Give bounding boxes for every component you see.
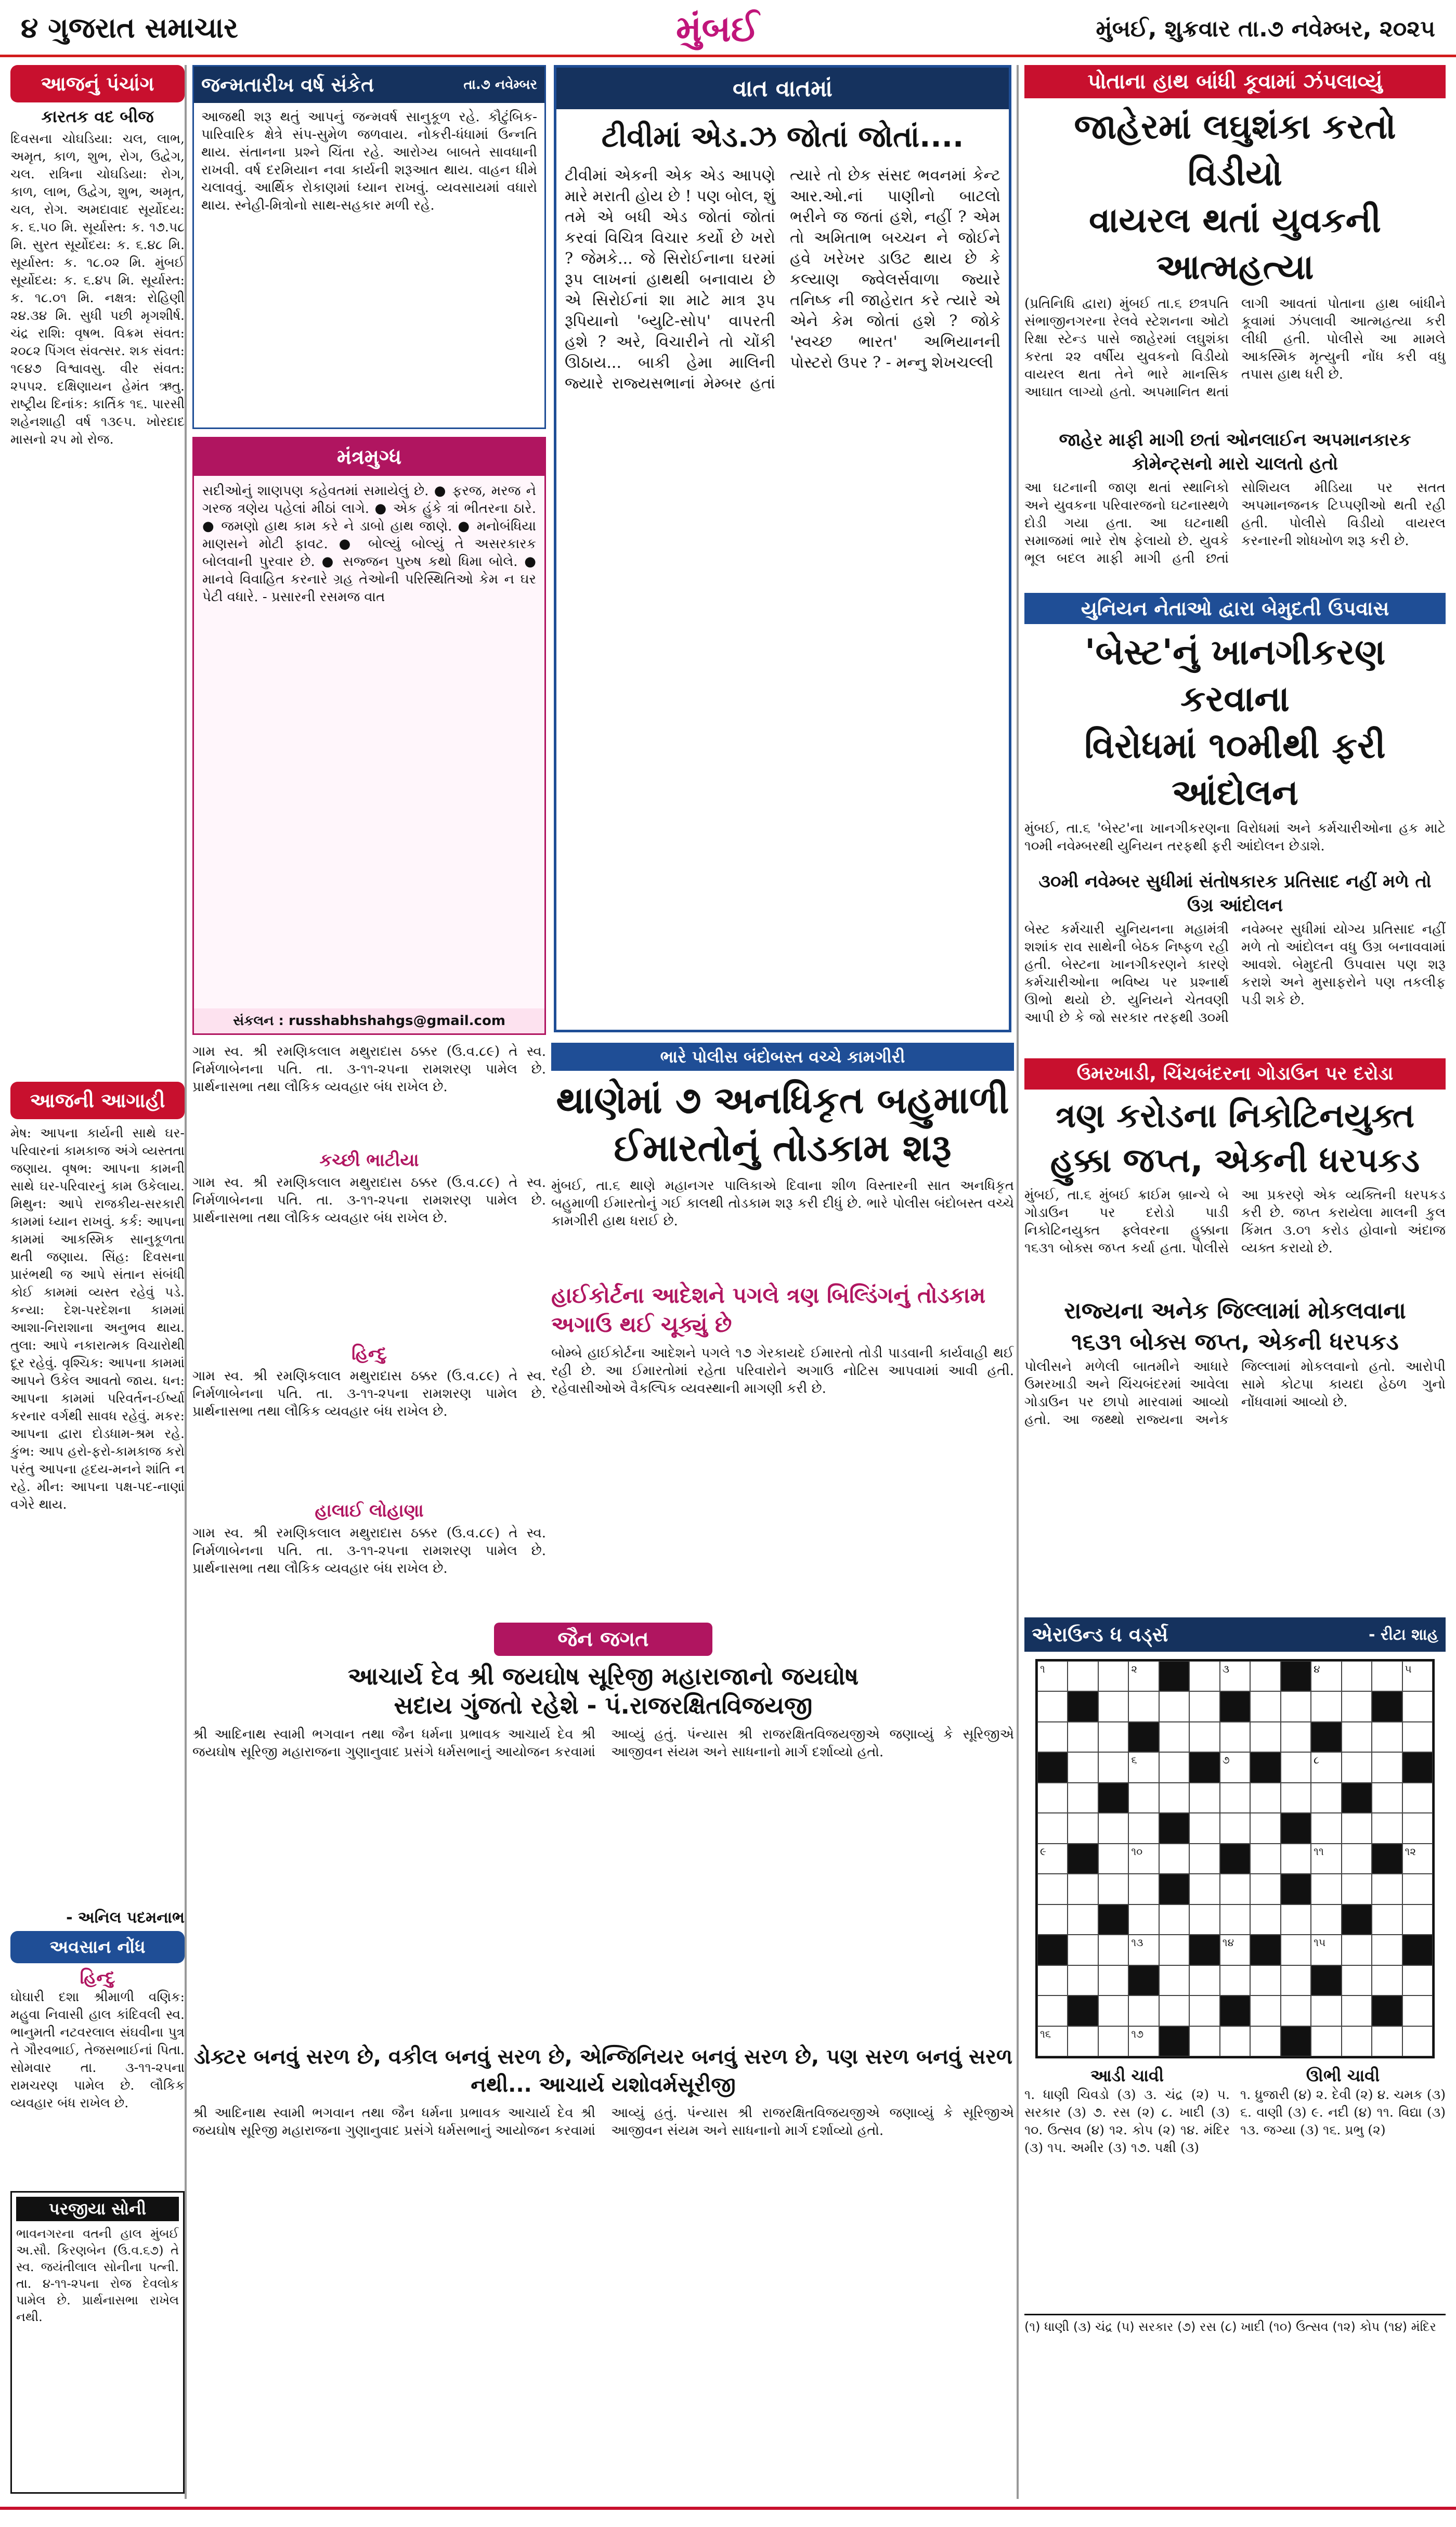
obits-col2-body-a: ગામ સ્વ. શ્રી રમણિકલાલ મથુરાદાસ ઠક્કર (ઉ.વ.૮૯) તે સ્વ. નિર્મળાબેનના પતિ. તા. ૩-૧૧-૨૫ના રામશરણ પામેલ છે. પ્રાર્થનાસભા તથા લૌકિક વ્યવહાર બંધ રાખેલ છે. [192,1044,546,1095]
crossword-cell[interactable] [1159,1752,1189,1782]
crossword-cell [1068,1844,1098,1874]
issue-date: મુંબઈ, શુક્રવાર તા.૭ નવેમ્બર, ૨૦૨૫ [1096,16,1435,42]
crossword-cell[interactable] [1250,1661,1280,1691]
crossword-cell [1281,2026,1311,2056]
crossword-cell[interactable] [1037,1874,1068,1904]
crossword-cell [1220,1844,1250,1874]
vaatvaat-title: વાત વાતમાં [733,75,833,102]
obituary-body: ઘોઘારી દશા શ્રીમાળી વણિક: મહુવા નિવાસી હાલ કાંદિવલી સ્વ. ભાનુમતી નટવરલાલ સંઘવીના પુત્ર તે ગૌરવભાઈ, તેજસભાઈનાં પિતા. સોમવાર તા. ૩-૧૧-૨૫ના રામચરણ પામેલ છે. લૌકિક વ્યવહાર બંધ રાખેલ છે. [10,1989,185,2110]
crossword-grid[interactable] [1035,1659,1435,2058]
crossword-cell[interactable] [1402,2026,1433,2056]
crossword-number: ૭ [1222,1754,1230,1767]
crossword-cell[interactable] [1311,1661,1341,1691]
crossword-cell[interactable] [1189,1874,1219,1904]
crossword-cell[interactable] [1281,1752,1311,1782]
crossword-number: ૧૪ [1222,1936,1234,1949]
crossword-cell[interactable] [1128,1904,1159,1935]
crossword-cell[interactable] [1372,1904,1402,1935]
crossword-cell[interactable] [1250,1844,1280,1874]
obituary-title: અવસાન નોંધ [10,1931,185,1963]
crossword-cell [1402,1752,1433,1782]
crossword-cell[interactable] [1372,1813,1402,1843]
vaatvaat-headline: ટીવીમાં એડ.ઝ જોતાં જોતાં.... [601,120,964,154]
thane-story [551,1043,1014,1615]
crossword-author: - રીટા શાહ [1368,1625,1438,1644]
crossword-cell[interactable] [1342,2026,1372,2056]
crossword-cell [1250,1752,1280,1782]
birthday-body: આજથી શરૂ થતું આપનું જન્મવર્ષ સાનુકૂળ રહે. કૌટુંબિક-પારિવારિક ક્ષેત્રે સંપ-સુમેળ જળવાય. નોકરી-ધંધામાં ઉન્નતિ થાય. સંતાનના પ્રશ્ને ચિંતા રહે. આરોગ્ય બાબતે સાવધાની રાખવી. વર્ષ દરમિયાન નવા કાર્યની શરૂઆત થાય. વાહન ધીમે ચલાવવું. આર્થિક રોકાણમાં ધ્યાન રાખવું. વ્યવસાયમાં વધારો થાય. સ્નેહી-મિત્રોનો સાથ-સહકાર મળી રહે. [201,109,537,213]
crossword-cell[interactable] [1402,1844,1433,1874]
crossword-cell[interactable] [1159,1783,1189,1813]
crossword-cell[interactable] [1128,1813,1159,1843]
crossword-cell[interactable] [1189,1783,1219,1813]
crossword-cell[interactable] [1342,1691,1372,1721]
crossword-cell[interactable] [1250,1874,1280,1904]
crossword-cell[interactable] [1250,1783,1280,1813]
vaatvaat-box [554,65,1011,1032]
crossword-cell[interactable] [1068,1752,1098,1782]
main-kicker: પોતાના હાથ બાંધી કૂવામાં ઝંપલાવ્યું [1024,65,1446,98]
main-headline-2: વાયરલ થતાં યુવકની આત્મહત્યા [1089,200,1381,287]
crossword-number: ૫ [1405,1663,1412,1675]
best-headline-2: વિરોધમાં ૧૦મીથી ફરી આંદોલન [1084,725,1386,813]
birthday-title: જન્મતારીખ વર્ષ સંકેત [201,73,374,96]
crossword-cell[interactable] [1098,1813,1128,1843]
crossword-cell[interactable] [1250,1904,1280,1935]
main-headline-1: જાહેરમાં લઘુશંકા કરતો વિડીયો [1074,107,1396,193]
crossword-cell [1220,1995,1250,2026]
crossword-number: ૨ [1131,1663,1138,1675]
crossword-cell[interactable] [1220,1783,1250,1813]
crossword-number: ૮ [1314,1754,1320,1767]
crossword-cell[interactable] [1037,1722,1068,1752]
crossword-cell[interactable] [1281,1722,1311,1752]
crossword-cell[interactable] [1159,1904,1189,1935]
crossword-cell[interactable] [1098,1722,1128,1752]
crossword-cell[interactable] [1220,2026,1250,2056]
down-title: ઊભી ચાવી [1306,2066,1380,2085]
crossword-cell[interactable] [1342,1874,1372,1904]
crossword-cell[interactable] [1037,1661,1068,1691]
crossword-cell [1372,1995,1402,2026]
obit-halai-lohana: હાલાઈ લોહાણા [315,1500,424,1521]
crossword-cell[interactable] [1037,1904,1068,1935]
crossword-cell[interactable] [1220,1752,1250,1782]
crossword-cell[interactable] [1098,1691,1128,1721]
crossword-cell [1189,1935,1219,1965]
thane-body: બોમ્બે હાઈકોર્ટના આદેશને પગલે ૧૭ ગેરકાયદે ઈમારતો તોડી પાડવાની કાર્યવાહી થઈ રહી છે. આ ઈમારતોમાં રહેતા પરિવારોને અગાઉ નોટિસ આપવામાં આવી હતી. રહેવાસીઓએ વૈકલ્પિક વ્યવસ્થાની માગણી કરી છે. [551,1345,1014,1396]
crossword-cell[interactable] [1250,1691,1280,1721]
crossword-cell [1098,1783,1128,1813]
aagahi-title: આજની આગાહી [10,1082,185,1119]
crossword-cell[interactable] [1342,1661,1372,1691]
crossword-cell[interactable] [1402,1965,1433,1995]
crossword-number: ૯ [1040,1845,1046,1858]
crossword-number: ૧૬ [1040,2027,1051,2040]
crossword-cell[interactable] [1128,1661,1159,1691]
crossword-cell[interactable] [1311,2026,1341,2056]
best-body: બેસ્ટ કર્મચારી યુનિયનના મહામંત્રી શશાંક રાવ સાથેની બેઠક નિષ્ફળ રહી હતી. બેસ્ટના ખાનગીકરણને કારણે કર્મચારીઓના ભવિષ્ય પર પ્રશ્નાર્થ ઊભો થયો છે. યુનિયને ચેતવણી આપી છે કે જો સરકાર તરફથી ૩૦મી નવેમ્બર સુધીમાં યોગ્ય પ્રતિસાદ નહીં મળે તો આંદોલન વધુ ઉગ્ર બનાવવામાં આવશે. બેમુદતી ઉપવાસ પણ શરૂ કરાશે અને મુસાફરોને પણ તકલીફ પડી શકે છે. [1024,922,1446,1026]
best-intro: મુંબઈ, તા.૬ 'બેસ્ટ'ના ખાનગીકરણના વિરોધમાં અને કર્મચારીઓના હક માટે ૧૦મી નવેમ્બરથી યુનિયન તરફથી ફરી આંદોલન છેડાશે. [1024,821,1446,854]
crossword-cell[interactable] [1342,1935,1372,1965]
crossword-cell[interactable] [1037,1965,1068,1995]
crossword-cell[interactable] [1159,1691,1189,1721]
crossword-cell[interactable] [1220,1904,1250,1935]
crossword-cell[interactable] [1098,1935,1128,1965]
crossword-cell[interactable] [1250,1995,1280,2026]
crossword-number: ૬ [1131,1754,1137,1767]
crossword-cell[interactable] [1220,1965,1250,1995]
crossword-cell[interactable] [1311,1813,1341,1843]
crossword-cell [1220,1691,1250,1721]
mantra-title: મંત્રમુગ્ધ [336,445,402,469]
obituary-section: હિન્દુ [80,1967,115,1988]
crossword-cell[interactable] [1128,2026,1159,2056]
crossword-cell[interactable] [1342,1995,1372,2026]
crossword-cell[interactable] [1159,1844,1189,1874]
obits-col2-body-c: ગામ સ્વ. શ્રી રમણિકલાલ મથુરાદાસ ઠક્કર (ઉ.વ.૮૯) તે સ્વ. નિર્મળાબેનના પતિ. તા. ૩-૧૧-૨૫ના રામશરણ પામેલ છે. પ્રાર્થનાસભા તથા લૌકિક વ્યવહાર બંધ રાખેલ છે. [192,1368,546,1419]
jain-body-2: શ્રી આદિનાથ સ્વામી ભગવાન તથા જૈન ધર્મના પ્રભાવક આચાર્ય દેવ શ્રી જયઘોષ સૂરિજી મહારાજના ગુણાનુવાદ પ્રસંગે ધર્મસભાનું આયોજન કરવામાં આવ્યું હતું. પંન્યાસ શ્રી રાજરક્ષિતવિજયજીએ જણાવ્યું કે સૂરિજીએ આજીવન સંયમ અને સાધનાનો માર્ગ દર્શાવ્યો હતો. [192,2105,1014,2139]
crossword-cell [1159,1813,1189,1843]
crossword-cell [1098,1904,1128,1935]
crossword-cell[interactable] [1281,1965,1311,1995]
jain-headline-2: સદાય ગુંજતો રહેશે - પં.રાજરક્ષિતવિજયજી [394,1691,813,1719]
crossword-cell[interactable] [1098,2026,1128,2056]
crossword-number: ૧૧ [1314,1845,1324,1858]
jain-body: શ્રી આદિનાથ સ્વામી ભગવાન તથા જૈન ધર્મના પ્રભાવક આચાર્ય દેવ શ્રી જયઘોષ સૂરિજી મહારાજના ગુણાનુવાદ પ્રસંગે ધર્મસભાનું આયોજન કરવામાં આવ્યું હતું. પંન્યાસ શ્રી રાજરક્ષિતવિજયજીએ જણાવ્યું કે સૂરિજીએ આજીવન સંયમ અને સાધનાનો માર્ગ દર્શાવ્યો હતો. [192,1727,1014,1760]
crossword-cell[interactable] [1281,1691,1311,1721]
main-subhead: જાહેર માફી માગી છતાં ઓનલાઈન અપમાનકારક કોમેન્ટ્સનો મારો ચાલતો હતો [1059,430,1411,474]
crossword-cell[interactable] [1128,1691,1159,1721]
crossword-cell[interactable] [1189,1904,1219,1935]
crossword-cell [1128,1965,1159,1995]
crossword-number: ૧૭ [1131,2027,1144,2040]
prajapati-body: ભાવનગરના વતની હાલ મુંબઈ અ.સૌ. કિરણબેન (ઉ.વ.૬૭) તે સ્વ. જયંતીલાલ સોનીના પત્ની. તા. ૪-૧૧-૨૫ના રોજ દેવલોક પામેલ છે. પ્રાર્થનાસભા રાખેલ નથી. [16,2226,179,2324]
crossword-cell[interactable] [1311,1691,1341,1721]
thane-headline-1: થાણેમાં ૭ અનધિકૃત બહુમાળી [556,1078,1009,1122]
crossword-cell[interactable] [1068,1783,1098,1813]
birthday-date: તા.૭ નવેમ્બર [463,76,537,93]
main-body: (પ્રતિનિધિ દ્વારા) મુંબઈ તા.૬ છત્રપતિ સંભાજીનગરના રેલવે સ્ટેશનના ઓટો રિક્ષા સ્ટેન્ડ પાસે જાહેરમાં લઘુશંકા કરતા ૨૨ વર્ષીય યુવકનો વિડીયો વાયરલ થતા તેને ભારે માનસિક આઘાત લાગ્યો હતો. અપમાનિત થતાં લાગી આવતાં પોતાના હાથ બાંધીને કૂવામાં ઝંપલાવી આત્મહત્યા કરી લીધી હતી. પોલીસે આ મામલે આકસ્મિક મૃત્યુની નોંધ કરી વધુ તપાસ હાથ ધરી છે. [1024,296,1446,400]
vaatvaat-body: ટીવીમાં એકની એક એડ આપણે મારે મરાતી હોય છે ! પણ બોલ, શું તમે એ બધી એડ જોતાં જોતાં કરવાં વિચિત્ર વિચાર કર્યો છે ખરો ? જેમકે... જે સિરોઈનાના ઘરમાં રૂપ લાખનાં હાથથી બનાવાય છે એ સિરોઈનાં શા માટે માત્ર રૂપ રૂપિયાનો 'બ્યુટિ-સોપ' વાપરતી હશે ? અરે, વિચારીને તો ચોંકી ઊઠાય... બાકી હેમા માલિની જ્યારે રાજ્યસભાનાં મેમ્બર હતાં ત્યારે તો છેક સંસદ ભવનમાં કેન્ટ આર.ઓ.નાં પાણીનો બાટલો ભરીને જ જતાં હશે, નહીં ? એમ તો અમિતાભ બચ્ચન ને જોઈને હવે ખરેખર ડાઉટ થાય છે કે કલ્યાણ જ્વેલર્સવાળા જ્યારે તનિષ્ક ની જાહેરાત કરે ત્યારે એ એને કેમ જોતાં હશે ? જોકે 'સ્વચ્છ ભારત' અભિયાનની પોસ્ટરો ઉપર ? - મન્નુ શેખચલ્લી [565,166,1000,393]
crossword-cell[interactable] [1220,1661,1250,1691]
crossword-number: ૧૫ [1314,1936,1326,1949]
crossword-cell[interactable] [1037,1813,1068,1843]
crossword-cell[interactable] [1128,1783,1159,1813]
page-number: ૪ ગુજરાત સમાચાર [21,11,238,44]
crossword-cell[interactable] [1281,1783,1311,1813]
crossword-cell [1250,1935,1280,1965]
crossword-cell[interactable] [1220,1935,1250,1965]
crossword-cell[interactable] [1037,1995,1068,2026]
crossword-cell[interactable] [1189,2026,1219,2056]
jain-head3: ડોક્ટર બનવું સરળ છે, વકીલ બનવું સરળ છે, એન્જિનિયર બનવું સરળ છે, પણ સરળ બનવું સરળ નથી... આચાર્ય યશોવર્મસૂરીજી [193,2045,1013,2097]
crossword-cell [1037,1935,1068,1965]
crossword-cell [1311,1965,1341,1995]
crossword-cell[interactable] [1128,1995,1159,2026]
crossword-cell [1342,1783,1372,1813]
crossword-cell [1159,2026,1189,2056]
best-subhead: ૩૦મી નવેમ્બર સુધીમાં સંતોષકારક પ્રતિસાદ નહીં મળે તો ઉગ્ર આંદોલન [1038,871,1432,916]
prajapati-title: પરજીયા સોની [16,2197,179,2221]
crossword-box [1024,1617,1446,2496]
down-list: ૧. ધ્રુજારી (૪) ૨. દેવી (૨) ૪. ચમક (૩) ૬. વાણી (૩) ૯. નદી (૪) ૧૧. વિદ્યા (૩) ૧૩. જગ્યા (૩) ૧૬. પ્રભુ (૨) [1240,2087,1446,2137]
obit-kutchi-bhatia: કચ્છી ભાટીયા [319,1150,419,1171]
mantra-body: સદીઓનું શાણપણ કહેવતમાં સમાયેલું છે. ● ફરજ, મરજ ને ગરજ ત્રણેય પહેલાં મીઠાં લાગે. ● એક હુંકે ત્રાં ભીતરના ઠારે. ● જમણો હાથ કામ કરે ને ડાબો હાથ જાણે. ● મનોબંધિયા માણસને મોટી ફાવટ. ● બોલ્યું બોલ્યું તે અસરકારક બોલવાની પુરવાર છે. ● સજ્જન પુરુષ કથો ધિમા બોલે. ● માનવે વિવાહિત કરનારે ગ્રહ તેઓની પરિસ્થિતિઓ કેમ ન ઘર પેટી વધારે. - પ્રસારની રસમજ વાત [202,483,536,605]
crossword-cell[interactable] [1220,1722,1250,1752]
thane-subhead: હાઈકોર્ટના આદેશને પગલે ત્રણ બિલ્ડિંગનું તોડકામ અગાઉ થઈ ચૂક્યું છે [551,1282,986,1337]
crossword-cell[interactable] [1372,1661,1402,1691]
crossword-cell [1159,1874,1189,1904]
crossword-cell[interactable] [1189,1661,1219,1691]
crossword-number: ૪ [1314,1663,1320,1675]
crossword-cell[interactable] [1402,1661,1433,1691]
crossword-cell[interactable] [1068,1722,1098,1752]
crossword-cell[interactable] [1037,1844,1068,1874]
crossword-number: ૧૩ [1131,1936,1143,1949]
crossword-cell[interactable] [1098,1874,1128,1904]
aagahi-author: - અનિલ પદમનાભ [66,1909,185,1927]
crossword-cell[interactable] [1402,1904,1433,1935]
crossword-answers: (૧) ધાણી (૩) ચંદ્ર (૫) સરકાર (૭) રસ (૮) ખાદી (૧૦) ઉત્સવ (૧૨) કોપ (૧૪) મંદિર [1024,2314,1446,2407]
crossword-cell[interactable] [1189,1965,1219,1995]
mantra-box [192,437,546,1035]
col-divider [185,65,187,2499]
crossword-cell[interactable] [1250,1813,1280,1843]
thane-headline-2: ઈમારતોનું તોડકામ શરૂ [614,1126,952,1170]
crossword-cell [1402,1935,1433,1965]
crossword-cell[interactable] [1159,1935,1189,1965]
crossword-cell[interactable] [1159,1722,1189,1752]
crossword-number: ૧૨ [1405,1845,1416,1858]
crossword-cell[interactable] [1372,1752,1402,1782]
across-clues [1024,2066,1230,2310]
crossword-cell[interactable] [1342,1844,1372,1874]
panchang-tithi: કારતક વદ બીજ [41,107,154,126]
crossword-cell[interactable] [1402,1813,1433,1843]
col-divider-2 [1017,65,1019,2499]
best-kicker: યુનિયન નેતાઓ દ્વારા બેમુદતી ઉપવાસ [1024,593,1446,624]
crossword-cell[interactable] [1128,1752,1159,1782]
panchang-title: આજનું પંચાંગ [10,65,185,102]
section-city: મુંબઈ [676,7,759,50]
crossword-cell[interactable] [1098,1965,1128,1995]
crossword-cell [1311,1722,1341,1752]
crossword-number: ૧ [1040,1663,1045,1675]
panchang-body: દિવસના ચોઘડિયા: ચલ, લાભ, અમૃત, કાળ, શુભ, રોગ, ઉદ્વેગ, ચલ. રાત્રિના ચોઘડિયા: રોગ, કાળ, લાભ, ઉદ્વેગ, શુભ, અમૃત, ચલ, રોગ. અમદાવાદ સૂર્યોદય: ક. ૬.૫૦ મિ. સૂર્યાસ્ત: ક. ૧૭.૫૮ મિ. સુરત સૂર્યોદય: ક. ૬.૪૮ મિ. સૂર્યાસ્ત: ક. ૧૮.૦૨ મિ. મુંબઈ સૂર્યોદય: ક. ૬.૪૫ મિ. સૂર્યાસ્ત: ક. ૧૮.૦૧ મિ. નક્ષત્ર: રોહિણી ૨૪.૩૪ મિ. સુધી પછી મૃગશીર્ષ. ચંદ્ર રાશિ: વૃષભ. વિક્રમ સંવત: ૨૦૮૨ પિંગલ સંવત્સર. શક સંવત: ૧૯૪૭ વિશ્વાવસુ. વીર સંવત: ૨૫૫૨. દક્ષિણાયન હેમંત ઋતુ. રાષ્ટ્રીય દિનાંક: કાર્તિક ૧૬. પારસી શહેનશાહી વર્ષ ૧૩૯૫. ખોરદાદ માસનો ૨૫ મો રોજ. [10,131,185,447]
birthday-box [192,65,546,429]
crossword-cell[interactable] [1372,2026,1402,2056]
crossword-cell[interactable] [1037,2026,1068,2056]
crossword-cell [1159,1661,1189,1691]
crossword-cell[interactable] [1311,1844,1341,1874]
crossword-cell [1281,1874,1311,1904]
crossword-cell[interactable] [1189,1722,1219,1752]
crossword-cell [1372,1691,1402,1721]
crossword-cell[interactable] [1068,1965,1098,1995]
main-story [1024,65,1446,585]
crossword-cell[interactable] [1372,1874,1402,1904]
crossword-cell [1189,1752,1219,1782]
crossword-cell[interactable] [1068,1661,1098,1691]
crossword-cell[interactable] [1402,1691,1433,1721]
crossword-cell[interactable] [1037,1691,1068,1721]
crossword-cell[interactable] [1068,1813,1098,1843]
hookah-body: મુંબઈ, તા.૬ મુંબઈ ક્રાઈમ બ્રાન્ચે બે ગોડાઉન પર દરોડો પાડી નિકોટિનયુક્ત ફ્લેવરના હુક્કાના ૧૬૩૧ બોક્સ જપ્ત કર્યા હતા. પોલીસે આ પ્રકરણે એક વ્યક્તિની ધરપકડ કરી છે. જપ્ત કરાયેલા માલની કુલ કિંમત ૩.૦૧ કરોડ હોવાનો અંદાજ વ્યક્ત કરાયો છે. [1024,1187,1446,1256]
down-clues [1240,2066,1446,2310]
crossword-cell[interactable] [1128,1874,1159,1904]
crossword-clues [1024,2066,1446,2310]
crossword-cell[interactable] [1220,1813,1250,1843]
crossword-cell [1281,1661,1311,1691]
masthead [0,0,1456,57]
jain-jagat-title: જૈન જગત [494,1623,712,1656]
crossword-cell [1372,1844,1402,1874]
crossword-cell[interactable] [1311,1783,1341,1813]
crossword-cell[interactable] [1311,1995,1341,2026]
crossword-header [1024,1617,1446,1652]
crossword-cell[interactable] [1068,2026,1098,2056]
crossword-cell[interactable] [1159,1965,1189,1995]
crossword-cell[interactable] [1189,1844,1219,1874]
obits-col2 [192,1043,546,1615]
crossword-cell[interactable] [1098,1661,1128,1691]
jain-jagat [192,1623,1014,2496]
crossword-cell [1342,1904,1372,1935]
crossword-cell[interactable] [1281,1995,1311,2026]
hookah-subhead: રાજ્યના અનેક જિલ્લામાં મોકલવાના [1064,1298,1406,1324]
across-title: આડી ચાવી [1090,2066,1164,2085]
obits-col2-body-b: ગામ સ્વ. શ્રી રમણિકલાલ મથુરાદાસ ઠક્કર (ઉ.વ.૮૯) તે સ્વ. નિર્મળાબેનના પતિ. તા. ૩-૧૧-૨૫ના રામશરણ પામેલ છે. પ્રાર્થનાસભા તથા લૌકિક વ્યવહાર બંધ રાખેલ છે. [192,1175,546,1226]
hookah-subhead-2: ૧૬૩૧ બોક્સ જપ્ત, એકની ધરપકડ [1071,1329,1399,1355]
crossword-cell[interactable] [1402,1995,1433,2026]
crossword-cell[interactable] [1281,1935,1311,1965]
crossword-cell[interactable] [1128,1844,1159,1874]
vaatvaat-header [556,68,1009,109]
thane-kicker: ભારે પોલીસ બંદોબસ્ત વચ્ચે કામગીરી [551,1043,1014,1071]
crossword-cell[interactable] [1372,1935,1402,1965]
contact-line: સંકલન : russhabhshahgs@gmail.com [194,1008,544,1033]
hookah-story [1024,1058,1446,1610]
main-body-2: આ ઘટનાની જાણ થતાં સ્થાનિકો અને યુવકના પરિવારજનો ઘટનાસ્થળે દોડી ગયા હતા. આ ઘટનાથી સમાજમાં ભારે રોષ ફેલાયો છે. યુવકે ભૂલ બદલ માફી માગી હતી છતાં સોશિયલ મીડિયા પર સતત અપમાનજનક ટિપ્પણીઓ થતી રહી હતી. પોલીસે વિડીયો વાયરલ કરનારની શોધખોળ શરૂ કરી છે. [1024,480,1446,566]
crossword-cell[interactable] [1189,1813,1219,1843]
left-column [10,65,185,2499]
crossword-cell[interactable] [1068,1874,1098,1904]
hookah-body-2: પોલીસને મળેલી બાતમીને આધારે ઉમરખાડી અને ચિંચબંદરમાં આવેલા ગોડાઉન પર છાપો મારવામાં આવ્યો હતો. આ જથ્થો રાજ્યના અનેક જિલ્લામાં મોકલવાનો હતો. આરોપી સામે કોટપા કાયદા હેઠળ ગુનો નોંધવામાં આવ્યો છે. [1024,1359,1446,1428]
crossword-cell[interactable] [1037,1783,1068,1813]
crossword-cell[interactable] [1342,1722,1372,1752]
crossword-cell[interactable] [1342,1813,1372,1843]
jain-headline-1: આચાર્ય દેવ શ્રી જયઘોષ સૂરિજી મહારાજાનો જયઘોષ [347,1662,859,1690]
crossword-cell[interactable] [1311,1935,1341,1965]
obits-col2-body-d: ગામ સ્વ. શ્રી રમણિકલાલ મથુરાદાસ ઠક્કર (ઉ.વ.૮૯) તે સ્વ. નિર્મળાબેનના પતિ. તા. ૩-૧૧-૨૫ના રામશરણ પામેલ છે. પ્રાર્થનાસભા તથા લૌકિક વ્યવહાર બંધ રાખેલ છે. [192,1525,546,1576]
best-headline-1: 'બેસ્ટ'નું ખાનગીકરણ કરવાના [1084,632,1386,720]
crossword-cell [1128,1722,1159,1752]
crossword-cell[interactable] [1402,1874,1433,1904]
crossword-cell[interactable] [1311,1904,1341,1935]
crossword-cell[interactable] [1402,1722,1433,1752]
prajapati-ad [10,2191,185,2494]
crossword-cell [1068,1691,1098,1721]
crossword-cell [1037,1752,1068,1782]
crossword-cell[interactable] [1342,1752,1372,1782]
thane-intro: મુંબઈ, તા.૬ થાણે મહાનગર પાલિકાએ દિવાના શીળ વિસ્તારની સાત અનધિકૃત બહુમાળી ઈમારતોનું ગઈ કાલથી તોડકામ શરૂ કરી દીધું છે. ભારે પોલીસ બંદોબસ્ત વચ્ચે કામગીરી હાથ ધરાઈ છે. [551,1178,1014,1229]
crossword-cell[interactable] [1311,1874,1341,1904]
crossword-cell[interactable] [1311,1752,1341,1782]
crossword-cell[interactable] [1372,1965,1402,1995]
crossword-cell[interactable] [1250,1722,1280,1752]
obit-hindu: હિન્દુ [352,1343,387,1364]
crossword-cell [1281,1813,1311,1843]
crossword-cell[interactable] [1372,1722,1402,1752]
crossword-cell[interactable] [1098,1844,1128,1874]
crossword-cell[interactable] [1159,1995,1189,2026]
crossword-number: ૩ [1222,1663,1230,1675]
crossword-cell[interactable] [1372,1783,1402,1813]
crossword-cell[interactable] [1068,1904,1098,1935]
crossword-cell[interactable] [1189,1691,1219,1721]
crossword-cell[interactable] [1250,1965,1280,1995]
aagahi-body: મેષ: આપના કાર્યની સાથે ઘર-પરિવારનાં કામકાજ અંગે વ્યસ્તતા જણાય. વૃષભ: આપના કામની સાથે ઘર-પરિવારનું કામ ઉકેલાય. મિથુન: આપે રાજકીય-સરકારી કામમાં ધ્યાન રાખવું. કર્ક: આપના કામમાં આકસ્મિક સાનુકૂળતા થતી જણાય. સિંહ: દિવસના પ્રારંભથી જ આપે સંતાન સંબંધી કોઈ કામમાં વ્યસ્ત રહેવું પડે. કન્યા: દેશ-પરદેશના કામમાં આશા-નિરાશાના અનુભવ થાય. તુલા: આપે નકારાત્મક વિચારોથી દૂર રહેવું. વૃશ્ચિક: આપના કામમાં આપને ઉકેલ આવતો જાય. ધન: આપના કામમાં પરિવર્તન-ઈર્ષ્યા કરનાર વર્ગથી સાવધ રહેવું. મકર: આપના દ્વારા દોડધામ-શ્રમ રહે. કુંભ: આપ હરો-ફરો-કામકાજ કરો પરંતુ આપના હૃદય-મનને શાંતિ ન રહે. મીન: આપના પક્ષ-પદ-નાણાં વગેરે થાય. [10,1125,185,1512]
crossword-cell[interactable] [1342,1965,1372,1995]
crossword-cell [1068,1995,1098,2026]
crossword-number: ૧૦ [1131,1845,1143,1858]
best-story [1024,593,1446,1051]
crossword-cell[interactable] [1402,1783,1433,1813]
birthday-header [194,67,544,103]
mantra-header [194,438,544,476]
hookah-headline-2: હુક્કા જપ્ત, એકની ધરપકડ [1050,1142,1420,1180]
crossword-cell[interactable] [1189,1995,1219,2026]
hookah-kicker: ઉમરખાડી, ચિંચબંદરના ગોડાઉન પર દરોડા [1024,1058,1446,1090]
crossword-title: એરાઉન્ડ ધ વર્ડ્સ [1032,1623,1168,1646]
crossword-cell[interactable] [1098,1995,1128,2026]
crossword-cell[interactable] [1281,1904,1311,1935]
crossword-cell[interactable] [1250,2026,1280,2056]
footer-rule [0,2507,1456,2510]
crossword-cell[interactable] [1098,1752,1128,1782]
across-list: ૧. ધાણી ચિવડો (૩) ૩. ચંદ્ર (૨) ૫. સરકાર (૩) ૭. રસ (૨) ૮. ખાદી (૩) ૧૦. ઉત્સવ (૪) ૧૨. કોપ (૨) ૧૪. મંદિર (૩) ૧૫. અમીર (૩) ૧૭. પક્ષી (૩) [1024,2087,1230,2155]
crossword-cell[interactable] [1068,1935,1098,1965]
crossword-cell[interactable] [1281,1844,1311,1874]
crossword-cell[interactable] [1220,1874,1250,1904]
hookah-headline-1: ત્રણ કરોડના નિકોટિનયુક્ત [1055,1097,1415,1135]
crossword-cell[interactable] [1128,1935,1159,1965]
